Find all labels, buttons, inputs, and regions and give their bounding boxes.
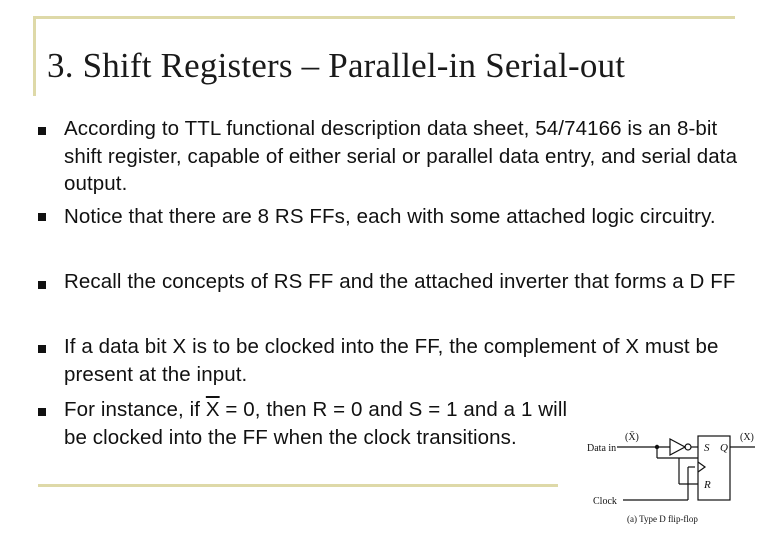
frame-top-rule: [33, 16, 735, 19]
bullet-text: According to TTL functional description data sheet, 54/74166 is an 8-bit shift register, capable of either serial or parallel data entry, and serial data output.: [64, 117, 738, 195]
frame-bottom-rule: [38, 484, 558, 487]
square-bullet-icon: [38, 281, 46, 289]
bullet-text-part: For instance, if: [64, 398, 206, 421]
junction-dot: [655, 445, 659, 449]
bullet-text: If a data bit X is to be clocked into the FF, the complement of X must be present at the input.: [64, 335, 719, 386]
bullet-text: Notice that there are 8 RS FFs, each with some attached logic circuitry.: [64, 205, 716, 228]
overlined-variable: $\overline{X}$: [205, 398, 220, 421]
d-flip-flop-diagram: [575, 428, 765, 528]
square-bullet-icon: [38, 213, 46, 221]
input-annotation: (X̄): [625, 432, 639, 443]
clock-triangle-icon: [698, 462, 705, 472]
inverter-gate-icon: [670, 439, 685, 455]
data-in-label: Data in: [587, 443, 617, 454]
s-label: S: [704, 442, 710, 454]
slide-title: 3. Shift Registers – Parallel-in Serial-out: [47, 46, 626, 85]
output-annotation: (X): [740, 432, 754, 443]
square-bullet-icon: [38, 408, 46, 416]
square-bullet-icon: [38, 127, 46, 135]
bullet-text-part: = 0, then R = 0 and S = 1 and a 1 will be clocked into the FF when the clock transitions.: [64, 398, 568, 449]
frame-left-rule: [33, 16, 36, 96]
q-label: Q: [720, 442, 728, 454]
clock-label: Clock: [593, 496, 617, 507]
bullet-text: Recall the concepts of RS FF and the attached inverter that forms a D FF: [64, 270, 736, 293]
diagram-caption: (a) Type D flip-flop: [627, 514, 698, 524]
square-bullet-icon: [38, 345, 46, 353]
bullet-text: [64, 396, 584, 451]
r-label: R: [704, 479, 711, 491]
